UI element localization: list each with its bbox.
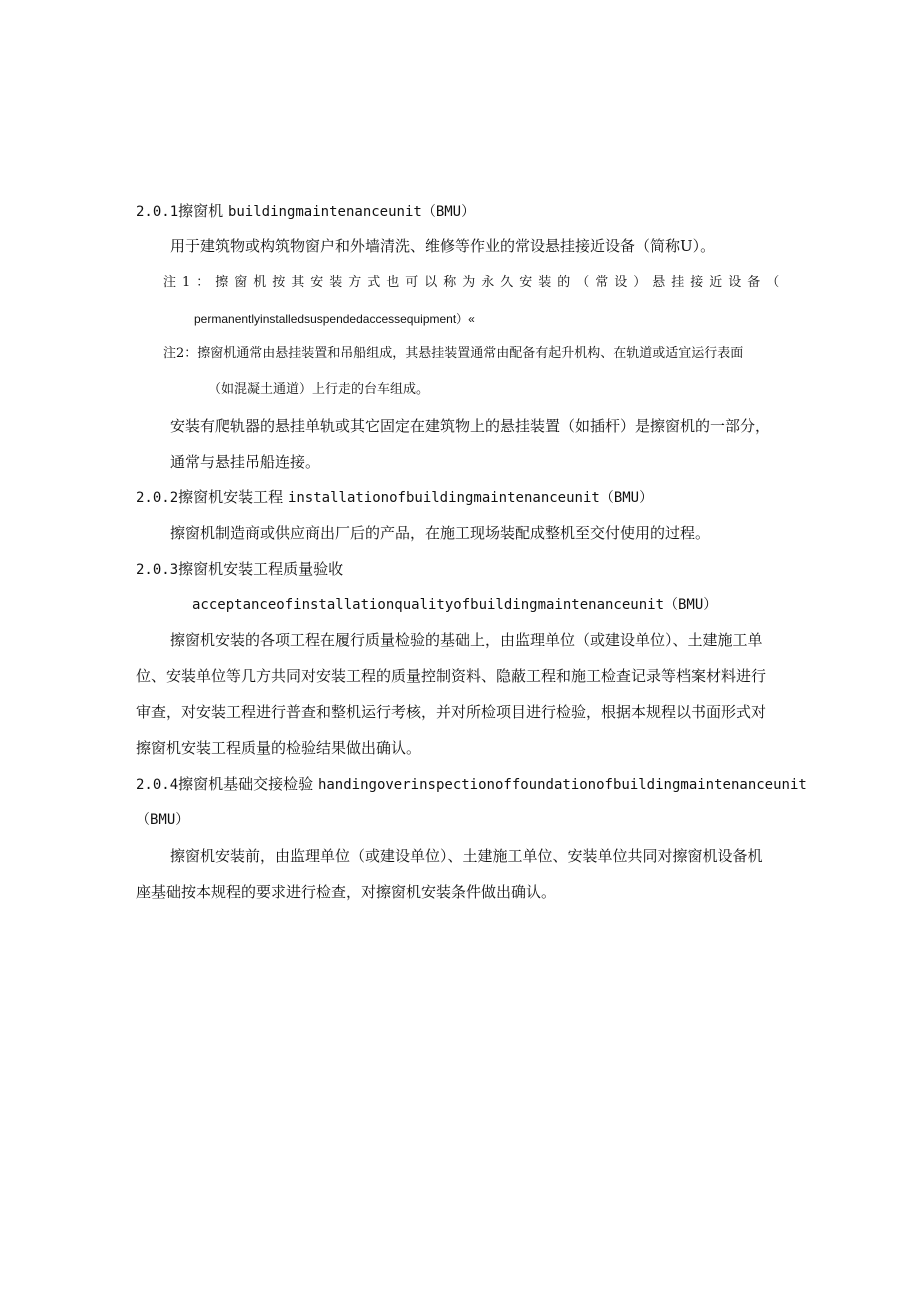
- section-number: 2.0.2: [136, 490, 179, 506]
- note-2-line-2: （如混凝土通道）上行走的台车组成。: [208, 382, 430, 397]
- definition-2-0-1: 用于建筑物或构筑物窗户和外墙清洗、维修等作业的常设悬挂接近设备（简称U）。: [170, 237, 716, 255]
- extra-text-line-1: 安装有爬轨器的悬挂单轨或其它固定在建筑物上的悬挂装置（如插杆）是擦窗机的一部分，: [170, 417, 771, 435]
- body-2-0-3-line-3: 审查，对安装工程进行普查和整机运行考核，并对所检项目进行检验，根据本规程以书面形式对: [136, 703, 767, 721]
- term-en: installationofbuildingmaintenanceunit（BMU）: [287, 490, 654, 506]
- body-2-0-3-line-4: 擦窗机安装工程质量的检验结果做出确认。: [136, 739, 422, 757]
- section-number: 2.0.3: [136, 562, 179, 578]
- section-heading-2-0-4: [136, 774, 807, 795]
- note-1-line-1: 注1：擦窗机按其安装方式也可以称为永久安装的（常设）悬挂接近设备（: [163, 275, 786, 290]
- body-2-0-3-line-2: 位、安装单位等几方共同对安装工程的质量控制资料、隐蔽工程和施工检查记录等档案材料进行: [136, 667, 767, 685]
- section-heading-2-0-1: [136, 201, 475, 222]
- term-en-2-0-3: acceptanceofinstallationqualityofbuildingmaintenanceunit（BMU）: [192, 597, 718, 613]
- term-zh: 擦窗机安装工程质量验收: [178, 560, 344, 578]
- note-1-line-2: permanentlyinstalledsuspendedaccessequipment）«: [194, 312, 475, 326]
- body-2-0-4-line-2: 座基础按本规程的要求进行检查，对擦窗机安装条件做出确认。: [136, 883, 557, 901]
- body-2-0-3-line-1: 擦窗机安装的各项工程在履行质量检验的基础上，由监理单位（或建设单位）、土建施工单: [170, 631, 763, 649]
- term-zh: 擦窗机: [178, 202, 224, 220]
- note-2-line-1: 注2：擦窗机通常由悬挂装置和吊船组成，其悬挂装置通常由配备有起升机构、在轨道或适宜运行表面: [163, 346, 744, 361]
- section-number: 2.0.1: [136, 204, 179, 220]
- term-zh: 擦窗机基础交接检验: [178, 775, 314, 793]
- section-number: 2.0.4: [136, 777, 179, 793]
- term-zh: 擦窗机安装工程: [178, 488, 284, 506]
- section-heading-2-0-3: [136, 559, 343, 580]
- term-en-2-0-4-cont: （BMU）: [136, 812, 190, 828]
- definition-2-0-2: 擦窗机制造商或供应商出厂后的产品，在施工现场装配成整机至交付使用的过程。: [170, 524, 711, 542]
- term-en: handingoverinspectionoffoundationofbuildingmaintenanceunit: [317, 777, 807, 793]
- extra-text-line-2: 通常与悬挂吊船连接。: [170, 453, 321, 471]
- body-2-0-4-line-1: 擦窗机安装前，由监理单位（或建设单位）、土建施工单位、安装单位共同对擦窗机设备机: [170, 847, 763, 865]
- term-en: buildingmaintenanceunit（BMU）: [227, 204, 476, 220]
- section-heading-2-0-2: [136, 487, 653, 508]
